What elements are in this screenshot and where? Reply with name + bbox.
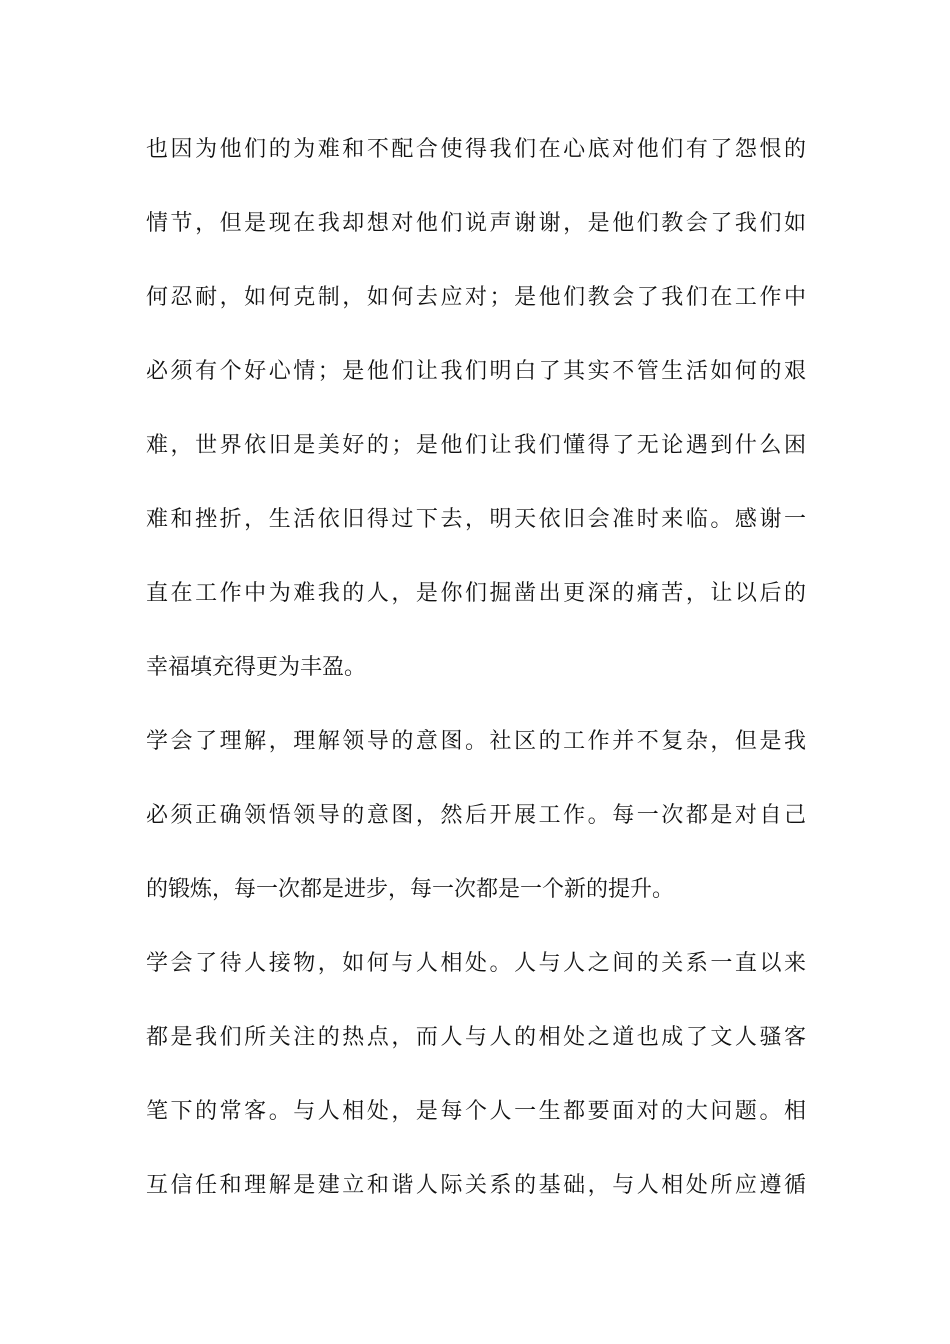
- text-line: 都是我们所关注的热点，而人与人的相处之道也成了文人骚客: [146, 1025, 806, 1050]
- text-line: 直在工作中为难我的人，是你们掘凿出更深的痛苦，让以后的: [146, 581, 806, 606]
- text-line: 必须正确领悟领导的意图，然后开展工作。每一次都是对自己: [146, 803, 806, 828]
- text-line: 情节，但是现在我却想对他们说声谢谢，是他们教会了我们如: [146, 211, 806, 236]
- text-line: 幸福填充得更为丰盈。: [146, 655, 367, 680]
- text-line: 笔下的常客。与人相处，是每个人一生都要面对的大问题。相: [146, 1099, 806, 1124]
- text-line: 也因为他们的为难和不配合使得我们在心底对他们有了怨恨的: [146, 137, 806, 162]
- text-line: 学会了待人接物，如何与人相处。人与人之间的关系一直以来: [146, 951, 806, 976]
- text-line: 的锻炼，每一次都是进步，每一次都是一个新的提升。: [146, 877, 675, 902]
- text-line: 互信任和理解是建立和谐人际关系的基础，与人相处所应遵循: [146, 1173, 806, 1198]
- text-line: 学会了理解，理解领导的意图。社区的工作并不复杂，但是我: [146, 729, 806, 754]
- text-line: 难和挫折，生活依旧得过下去，明天依旧会准时来临。感谢一: [146, 507, 806, 532]
- text-line: 难，世界依旧是美好的；是他们让我们懂得了无论遇到什么困: [146, 433, 806, 458]
- text-line: 必须有个好心情；是他们让我们明白了其实不管生活如何的艰: [146, 359, 806, 384]
- text-line: 何忍耐，如何克制，如何去应对；是他们教会了我们在工作中: [146, 285, 806, 310]
